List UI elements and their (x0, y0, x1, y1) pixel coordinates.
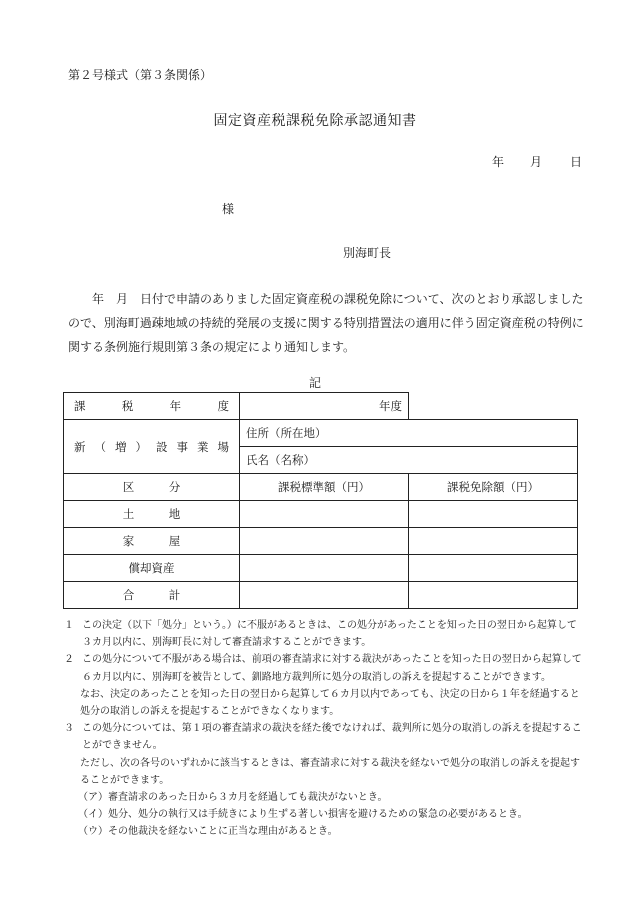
name-label: 氏名（名称） (246, 453, 315, 467)
note-text: この決定（以下「処分」という。）に不服があるときは、この処分があったことを知った日の翌日から起算して３カ月以内に、別海町長に対して審査請求することができます。 (82, 620, 577, 649)
form-number: 第２号様式（第３条関係） (68, 68, 213, 82)
note-text: なお、決定のあったことを知った日の翌日から起算して６カ月以内であっても、決定の日から１年を経過すると処分の取消しの訴えを提起することができなくなります。 (80, 688, 580, 718)
addressee-suffix: 様 (222, 202, 235, 216)
exempt-amount-cell (409, 501, 578, 528)
address-row (64, 420, 578, 447)
sub-note-text: 審査請求のあった日から３カ月を経過しても裁決がないとき。 (108, 792, 388, 804)
exempt-amount-cell (409, 528, 578, 555)
note-number: ２ (64, 654, 74, 666)
note-item (64, 617, 582, 651)
row-label-cell (64, 528, 240, 555)
tax-year-value (240, 393, 409, 420)
row-label: 家 屋 (122, 534, 181, 548)
tax-year-suffix: 年度 (379, 399, 402, 413)
standard-amount-cell (240, 501, 409, 528)
standard-amount-cell (240, 528, 409, 555)
date-month: 月 (530, 155, 543, 169)
business-label-char: 新 (74, 439, 86, 454)
row-label-cell (64, 555, 240, 582)
issuer: 別海町長 (343, 246, 392, 260)
sub-note-text: その他裁決を経ないことに正当な理由があるとき。 (108, 826, 338, 838)
document-title: 固定資産税課税免除承認通知書 (213, 113, 417, 129)
sub-note-item (64, 823, 582, 840)
row-label-cell (64, 501, 240, 528)
tax-year-char: 税 (121, 399, 134, 413)
name-field (240, 447, 578, 474)
note-number: ３ (64, 723, 74, 735)
business-label-char: 事 (176, 439, 188, 454)
notes-section (64, 617, 582, 841)
tax-year-label (64, 393, 240, 420)
empty-cell (409, 393, 578, 420)
header-exempt (409, 474, 578, 501)
tax-year-char: 度 (217, 399, 229, 413)
sub-note-label: （ウ） (78, 826, 108, 838)
row-label: 償却資産 (128, 561, 175, 575)
sub-note-label: （イ） (78, 809, 108, 821)
note-text: この処分について不服がある場合は、前項の審査請求に対する裁決があったことを知った日の翌日から起算して６カ月以内に、別海町を被告として、釧路地方裁判所に処分の取消しの訴えを提起することができます。 (82, 654, 582, 683)
note-text: この処分については、第１項の審査請求の裁決を経た後でなければ、裁判所に処分の取消しの訴えを提起することができません。 (82, 723, 582, 752)
business-label (64, 420, 240, 474)
tax-year-char: 課 (74, 399, 86, 413)
tax-year-char: 年 (169, 399, 182, 413)
business-label-char: 場 (217, 439, 229, 454)
address-label: 住所（所在地） (246, 426, 327, 440)
header-category-label: 区 分 (122, 480, 181, 494)
header-standard (240, 474, 409, 501)
sub-note-item (64, 806, 582, 823)
table-row (64, 582, 578, 609)
exempt-amount-cell (409, 582, 578, 609)
table-row (64, 555, 578, 582)
header-exempt-label: 課税免除額（円） (447, 480, 539, 494)
business-label-char: ） (135, 439, 147, 454)
header-row (64, 474, 578, 501)
row-label: 土 地 (122, 507, 181, 521)
exempt-amount-cell (409, 555, 578, 582)
sub-note-item (64, 789, 582, 806)
note-text: ただし、次の各号のいずれかに該当するときは、審査請求に対する裁決を経ないで処分の取消しの訴えを提起することができます。 (80, 757, 580, 786)
sub-note-text: 処分、処分の執行又は手続きにより生ずる著しい損害を避けるための緊急の必要があるとき。 (108, 809, 528, 821)
business-label-char: （ (94, 439, 106, 454)
ki-heading: 記 (308, 376, 321, 390)
note-number: １ (64, 620, 74, 631)
exemption-table (63, 392, 578, 609)
sub-note-label: （ア） (78, 792, 108, 804)
standard-amount-cell (240, 555, 409, 582)
note-item (64, 686, 582, 720)
standard-amount-cell (240, 582, 409, 609)
tax-year-row (64, 393, 578, 420)
business-label-char: 設 (156, 439, 168, 454)
note-item (64, 720, 582, 754)
table-row (64, 528, 578, 555)
row-label: 合 計 (122, 588, 181, 602)
address-field (240, 420, 578, 447)
note-item (64, 755, 582, 789)
date-day: 日 (570, 155, 583, 169)
row-label-cell (64, 582, 240, 609)
table-row (64, 501, 578, 528)
header-standard-label: 課税標準額（円） (278, 480, 370, 494)
date-year: 年 (492, 155, 505, 169)
business-label-char: 増 (115, 439, 127, 454)
note-item (64, 651, 582, 685)
notice-body: 年 月 日付で申請のありました固定資産税の課税免除について、次のとおり承認しましたので、別海町過疎地域の持続的発展の支援に関する特別措置法の適用に伴う固定資産税の特例に関する条例施行規則第３条の規定により通知します。 (68, 292, 584, 354)
header-category (64, 474, 240, 501)
business-label-char: 業 (197, 439, 209, 454)
